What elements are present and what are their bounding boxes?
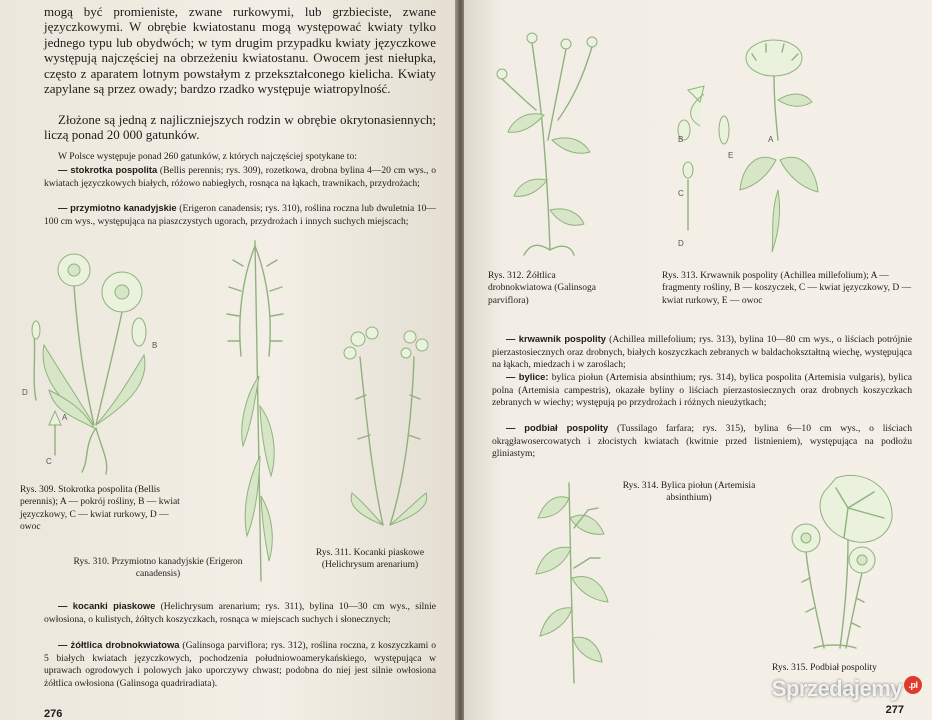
caption-314: Rys. 314. Bylica piołun (Artemisia absinthium) bbox=[622, 481, 756, 504]
figure-312-illustration bbox=[484, 30, 614, 255]
figure-label: D bbox=[678, 239, 684, 248]
species-description: (Bellis perennis; rys. 309), rozetkowa, drobna bylina 4—20 cm wys., o kwiatach języczkowych białych, różowo nabiegłych, rosnąca na łąkach, trawnikach, przydrożach; bbox=[44, 165, 436, 189]
species-name: — stokrotka pospolita bbox=[58, 164, 158, 175]
species-description: (Galinsoga parviflora; rys. 312), roślina roczna, z koszyczkami o 5 białych kwiatach języczkowych, pochodzenia południowoamerykańskiego, występująca w uprawach ogrodowych i polowych jako uporczywy chwast; podobna do niej jest silnie owłosiona żółtlica owłosiona (Galinsoga quadriradiata). bbox=[44, 640, 436, 689]
species-entry-artemisia bbox=[492, 371, 912, 410]
watermark-suffix: .pl bbox=[904, 676, 922, 694]
species-list-intro: W Polsce występuje ponad 260 gatunków, z których najczęściej spotykane to: bbox=[58, 151, 357, 162]
species-description: (Tussilago farfara; rys. 315), bylina 6—10 cm wys., o liściach okrągławosercowatych i złocistych kwiatach (kwitnie przed listnieniem), występująca na podłożu gliniastym; bbox=[492, 423, 912, 460]
page-number-left: 276 bbox=[44, 708, 63, 720]
caption-313: Rys. 313. Krwawnik pospolity (Achillea millefolium); A — fragmenty rośliny, B — koszyczek, C — kwiat języczkowy, D — kwiat rurkowy, E — owoc bbox=[662, 271, 912, 306]
figure-label: B bbox=[678, 135, 684, 144]
page-number-right: 277 bbox=[885, 704, 904, 716]
figure-label: C bbox=[46, 457, 52, 466]
species-entry-achillea bbox=[492, 333, 912, 372]
figure-label: B bbox=[152, 341, 158, 350]
caption-309: Rys. 309. Stokrotka pospolita (Bellis perennis); A — pokrój rośliny, B — kwiat języczkowy, C — kwiat rurkowy, D — owoc bbox=[20, 485, 180, 533]
right-page bbox=[464, 0, 932, 720]
figure-309-illustration bbox=[14, 250, 164, 480]
species-name: — podbiał pospolity bbox=[506, 422, 609, 433]
species-entry-bellis bbox=[44, 164, 436, 190]
species-description: (Achillea millefolium; rys. 313), bylina 10—80 cm wys., o liściach potrójnie pierzastosiecznych oraz drobnych, białych koszyczkach zebranych w baldachokształtną wiechę, występująca na łąkach, miedzach i w zaroślach; bbox=[492, 334, 912, 371]
figure-315-illustration bbox=[784, 468, 904, 658]
watermark-logo bbox=[772, 676, 922, 702]
species-entry-helichrysum bbox=[44, 600, 436, 626]
family-paragraph: Złożone są jedną z najliczniejszych rodzin w obrębie okrytonasiennych; liczą ponad 20 000 gatunków. bbox=[44, 112, 436, 143]
species-description: bylica piołun (Artemisia absinthium; rys. 314), bylica pospolita (Artemisia vulgaris), bylica polna (Artemisia campestris), okazałe byliny o liściach pierzastosiecznych oraz drobnych koszyczkach zebranych w wiechy; występują po przydrożach i różnych nieużytkach; bbox=[492, 372, 912, 409]
species-entry-tussilago bbox=[492, 422, 912, 461]
species-entry-erigeron bbox=[44, 202, 436, 228]
species-name: — bylice: bbox=[506, 371, 549, 382]
figure-label: E bbox=[728, 151, 734, 160]
watermark-text: Sprzedajemy bbox=[771, 676, 902, 701]
caption-312: Rys. 312. Żółtlica drobnokwiatowa (Galinsoga parviflora) bbox=[488, 271, 596, 306]
figure-label: C bbox=[678, 189, 684, 198]
caption-310: Rys. 310. Przymiotno kanadyjskie (Erigeron canadensis) bbox=[73, 557, 243, 580]
species-name: — żółtlica drobnokwiatowa bbox=[58, 639, 180, 650]
figure-314-illustration bbox=[514, 478, 624, 688]
species-entry-galinsoga bbox=[44, 639, 436, 690]
figure-label: A bbox=[768, 135, 774, 144]
intro-paragraph: mogą być promieniste, zwane rurkowymi, lub grzbieciste, zwane języczkowymi. W obrębie kwiatostanu mogą występować kwiaty tylko jednego typu lub obydwóch; w tym drugim przypadku kwiaty języczkowe występują najczęściej na obrzeżeniu kwiatostanu. Owocem jest niełupka, często z aparatem lotnym powstałym z przekształconego kielicha. Kwiaty zapylane są przez owady; bardzo rzadko występuje wiatropylność. bbox=[44, 4, 436, 97]
caption-315: Rys. 315. Podbiał pospolity bbox=[772, 663, 877, 673]
figure-313-illustration bbox=[678, 30, 854, 260]
species-name: — kocanki piaskowe bbox=[58, 600, 156, 611]
species-description: (Helichrysum arenarium; rys. 311), bylina 10—30 cm wys., silnie owłosiona, o kulistych, żółtych koszyczkach, rosnąca w miejscach suchych i słonecznych; bbox=[44, 601, 436, 625]
species-name: — przymiotno kanadyjskie bbox=[58, 202, 177, 213]
species-name: — krwawnik pospolity bbox=[506, 333, 606, 344]
figure-311-illustration bbox=[338, 325, 438, 535]
species-description: (Erigeron canadensis; rys. 310), roślina roczna lub dwuletnia 10—100 cm wys., występująca na piaszczystych ugorach, przydrożach i innych suchych miejscach; bbox=[44, 203, 436, 227]
left-page bbox=[0, 0, 457, 720]
figure-label: A bbox=[62, 413, 68, 422]
caption-311: Rys. 311. Kocanki piaskowe (Helichrysum arenarium) bbox=[315, 548, 425, 571]
figure-310-illustration bbox=[215, 236, 295, 586]
figure-label: D bbox=[22, 388, 28, 397]
